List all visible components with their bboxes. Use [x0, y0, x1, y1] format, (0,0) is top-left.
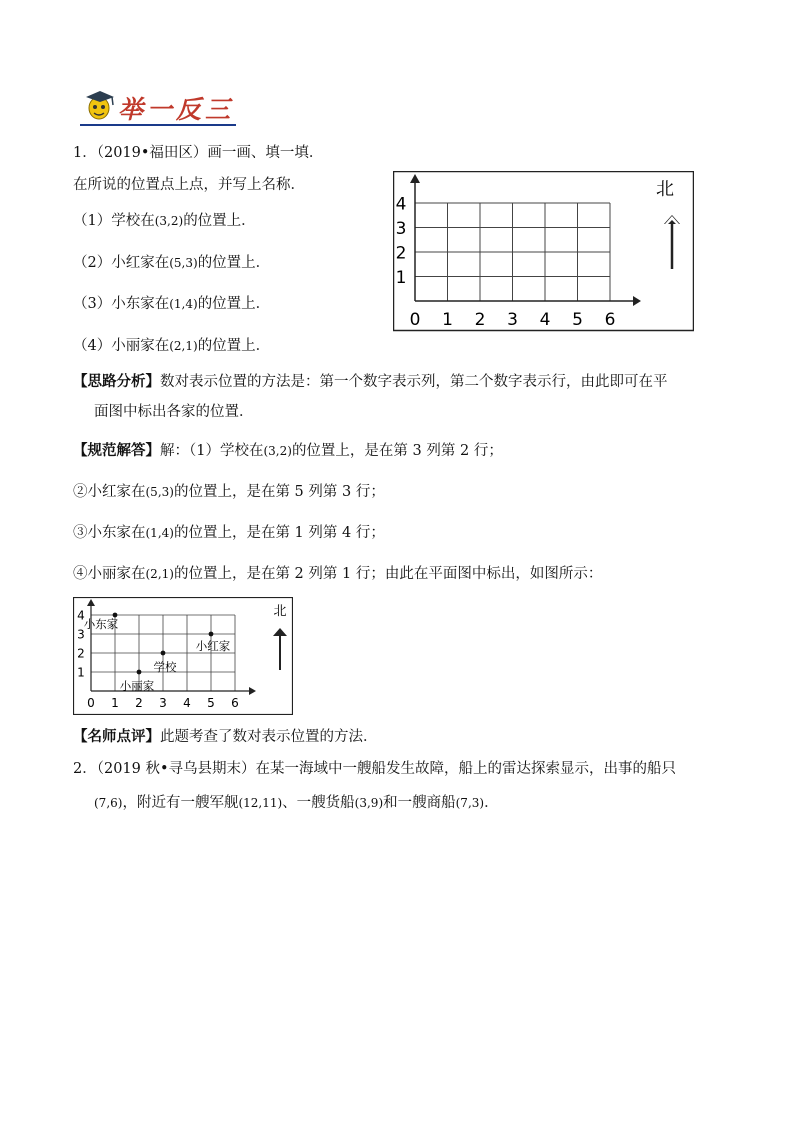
x-tick-label: 1 — [442, 310, 453, 330]
y-tick-label: 3 — [77, 627, 85, 642]
mascot-icon — [82, 88, 118, 124]
point-label: 小东家 — [83, 617, 119, 631]
y-tick-label: 2 — [395, 243, 407, 264]
answer-line-1: 【规范解答】解：（1）学校在(3,2)的位置上，是在第 3 列第 2 行； — [73, 442, 503, 459]
x-tick-label: 2 — [474, 310, 486, 330]
q2-line-1: 2．（2019 秋•寻乌县期末）在某一海域中一艘船发生故障，船上的雷达探索显示，出事的船只 — [73, 761, 677, 777]
q1-item-2: （2）小红家在(5,3)的位置上． — [73, 255, 271, 271]
x-tick-label: 0 — [409, 310, 421, 330]
y-tick-label: 2 — [77, 646, 85, 661]
q1-item-4: （4）小丽家在(2,1)的位置上． — [73, 338, 271, 354]
answer-line-3: ③小东家在(1,4)的位置上，是在第 1 列第 4 行； — [73, 525, 385, 541]
q2-line-2: (7,6)，附近有一艘军舰(12,11)、一艘货船(3,9)和一艘商船(7,3)． — [94, 795, 499, 811]
point-label: 小红家 — [195, 639, 231, 653]
comment-line: 【名师点评】此题考查了数对表示位置的方法． — [73, 728, 378, 745]
title-underline — [80, 124, 236, 126]
x-tick-label: 6 — [604, 310, 616, 330]
y-tick-label: 4 — [395, 194, 407, 215]
q1-instruction: 在所说的位置点上点，并写上名称． — [73, 177, 305, 193]
x-tick-label: 2 — [135, 696, 143, 710]
x-tick-label: 5 — [572, 310, 583, 330]
grid-figure-1 — [393, 171, 694, 332]
y-tick-label: 1 — [395, 267, 407, 288]
x-tick-label: 4 — [183, 696, 191, 710]
point-marker — [137, 670, 142, 675]
x-tick-label: 0 — [87, 696, 95, 710]
q1-item-3: （3）小东家在(1,4)的位置上． — [73, 296, 271, 312]
grid-figure-2 — [73, 597, 293, 715]
answer-line-2: ②小红家在(5,3)的位置上，是在第 5 列第 3 行； — [73, 484, 385, 500]
point-label: 小丽家 — [119, 679, 155, 693]
x-tick-label: 3 — [507, 310, 518, 330]
x-tick-label: 4 — [539, 310, 551, 330]
point-marker — [209, 632, 214, 637]
x-tick-label: 6 — [231, 696, 239, 710]
analysis-line-1: 【思路分析】数对表示位置的方法是：第一个数字表示列，第二个数字表示行，由此即可在平 — [73, 373, 668, 390]
x-tick-label: 1 — [111, 696, 119, 710]
x-tick-label: 5 — [207, 696, 215, 710]
answer-line-4: ④小丽家在(2,1)的位置上，是在第 2 列第 1 行；由此在平面图中标出，如图所示： — [73, 566, 603, 582]
x-tick-label: 3 — [159, 696, 167, 710]
analysis-line-2: 面图中标出各家的位置． — [94, 404, 254, 420]
point-label: 学校 — [153, 660, 177, 674]
point-marker — [161, 651, 166, 656]
q1-intro: 1．（2019•福田区）画一画、填一填． — [73, 145, 324, 161]
q1-item-1: （1）学校在(3,2)的位置上． — [73, 213, 256, 229]
section-title: 举一反三 — [118, 95, 235, 124]
north-label: 北 — [273, 604, 287, 619]
y-tick-label: 4 — [77, 608, 85, 623]
y-tick-label: 3 — [395, 218, 407, 239]
north-label: 北 — [656, 179, 674, 200]
y-tick-label: 1 — [77, 665, 85, 680]
